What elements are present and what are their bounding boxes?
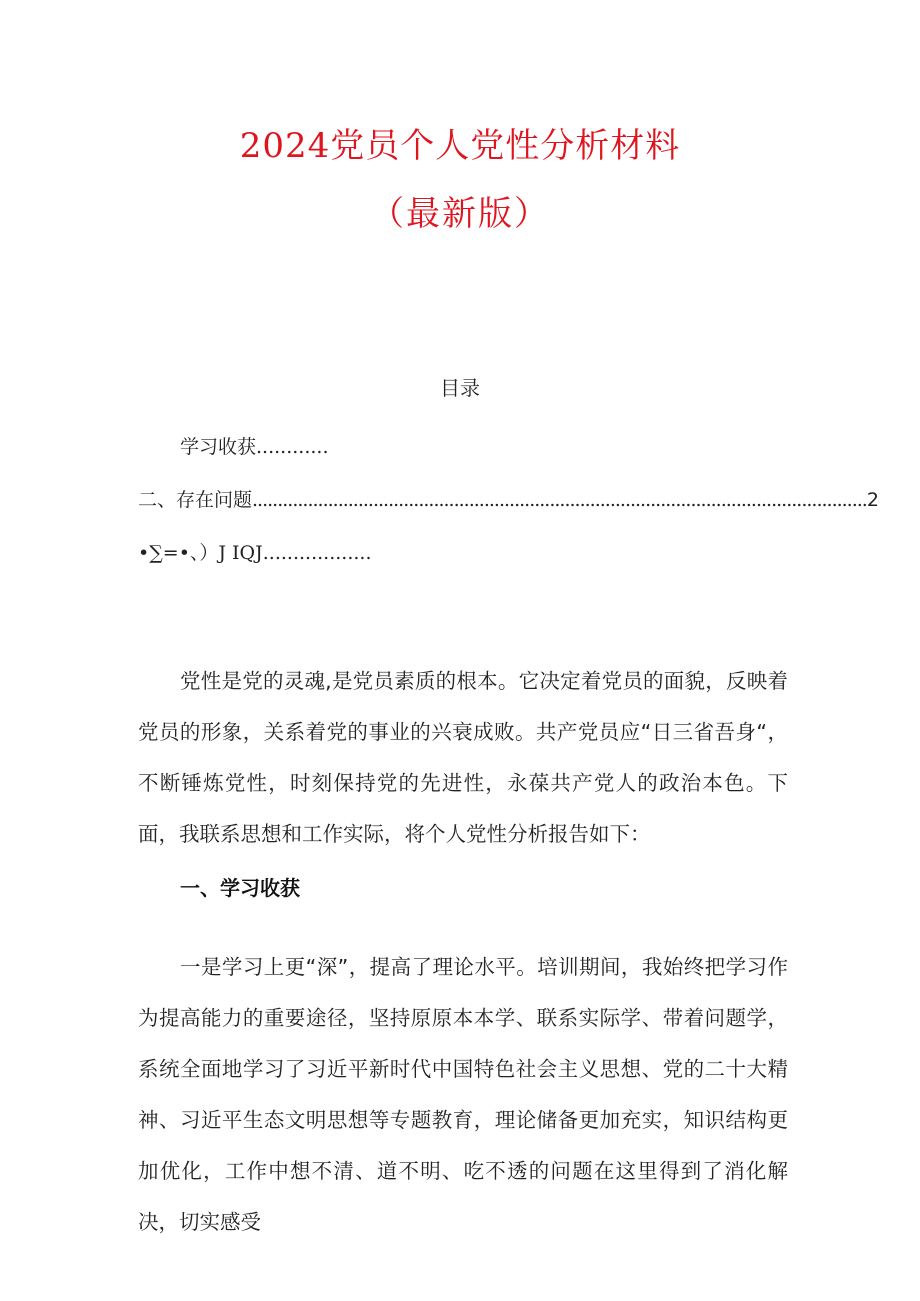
toc-item[interactable] bbox=[180, 432, 329, 459]
toc-item[interactable] bbox=[138, 538, 371, 565]
toc-item-leader: ............ bbox=[256, 436, 329, 458]
document-subtitle: （最新版） bbox=[370, 194, 550, 234]
toc-item-leader: .................. bbox=[262, 542, 372, 564]
toc-item-label: 二、存在问题 bbox=[138, 489, 253, 511]
section-paragraph: 一是学习上更“深”，提高了理论水平。培训期间，我始终把学习作为提高能力的重要途径，坚持原原本本学、联系实际学、带着问题学，系统全面地学习了习近平新时代中国特色社会主义思想、党的二十大精神、习近平生态文明思想等专题教育，理论储备更加充实，知识结构更加优化，工作中想不清、道不明、吃不透的问题在这里得到了消化解决，切实感受 bbox=[138, 955, 788, 1234]
section-heading: 一、学习收获 bbox=[180, 876, 300, 900]
toc-item-label: 学习收获 bbox=[180, 436, 257, 458]
intro-paragraph: 党性是党的灵魂,是党员素质的根本。它决定着党员的面貌，反映着党员的形象，关系着党的事业的兴衰成败。共产党员应“日三省吾身“，不断锤炼党性，时刻保持党的先进性，永葆共产党人的政治本色。下面，我联系思想和工作实际，将个人党性分析报告如下： bbox=[138, 669, 788, 846]
document-title: 2024党员个人党性分析材料 bbox=[239, 126, 681, 166]
toc-item-page: 2 bbox=[866, 489, 879, 511]
toc-item-leader: .......................................................................................................................... bbox=[252, 489, 867, 511]
toc-item-label: •∑=•、）J IQJ bbox=[138, 542, 263, 564]
toc-heading: 目录 bbox=[440, 376, 480, 400]
toc-item[interactable] bbox=[138, 485, 879, 512]
